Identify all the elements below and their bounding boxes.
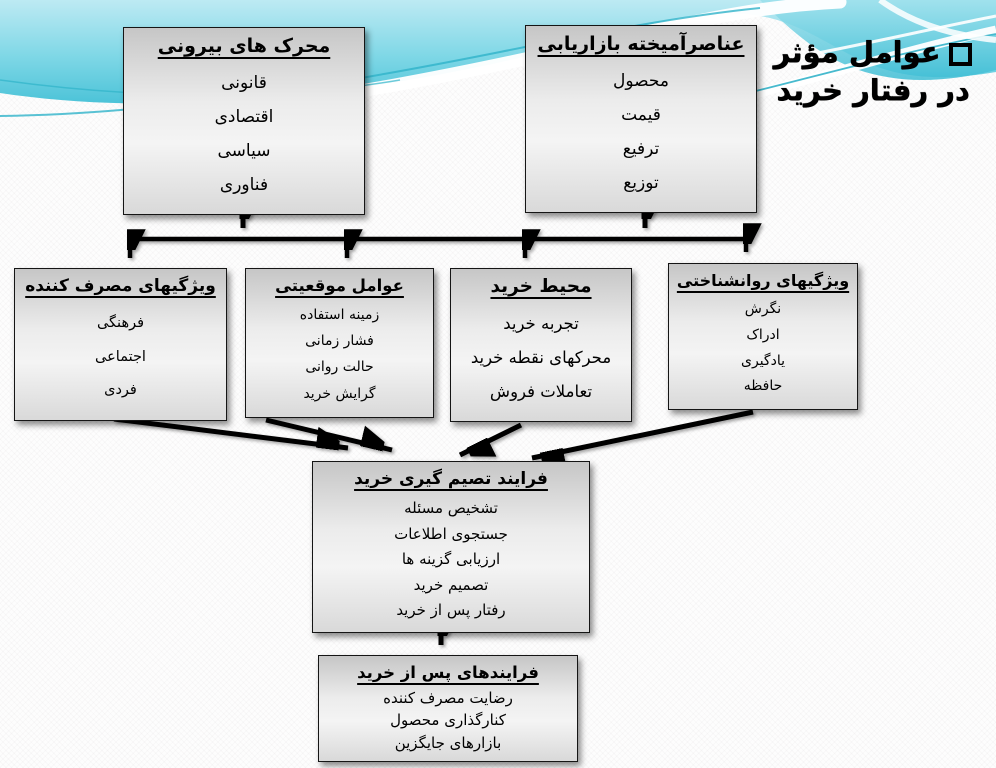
node-item: کنارگذاری محصول (390, 711, 506, 730)
node-situational-factors (245, 268, 434, 418)
node-item: توزیع (623, 172, 659, 193)
node-title: ویژگیهای مصرف کننده (25, 276, 216, 296)
node-item: جستجوی اطلاعات (394, 524, 508, 543)
node-item-list (323, 685, 573, 756)
node-item: رفتار پس از خرید (396, 601, 506, 620)
node-item-list (455, 300, 627, 416)
node-external-stimuli (123, 27, 365, 215)
node-item: حافظه (743, 378, 783, 395)
node-item: یادگیری (741, 352, 785, 369)
node-item: تجربه خرید (503, 313, 579, 333)
node-consumer-characteristics (14, 268, 227, 421)
node-item-list (19, 299, 222, 415)
node-title: عناصرآمیخته بازاریابی (537, 33, 745, 55)
node-item: بازارهای جایگزین (394, 733, 502, 752)
node-item: قانونی (221, 72, 267, 93)
node-item: نگرش (744, 301, 782, 318)
node-item-list (530, 58, 752, 207)
node-title: محرک های بیرونی (157, 35, 331, 57)
node-post-purchase (318, 655, 578, 762)
node-purchase-environment (450, 268, 632, 422)
node-item: فناوری (219, 174, 269, 195)
node-marketing-mix (525, 25, 757, 213)
node-title: فرایندهای پس از خرید (357, 663, 539, 682)
node-item: فرهنگی (96, 315, 145, 332)
slide-title-line1 (756, 33, 990, 71)
node-item-list (128, 60, 360, 209)
node-item: فشار زمانی (305, 333, 374, 350)
node-item: زمینه استفاده (299, 306, 380, 323)
node-item: تصمیم خرید (413, 575, 489, 594)
slide-title-line2 (756, 71, 990, 109)
node-psychological-characteristics (668, 263, 858, 410)
node-item: ترفیع (622, 138, 660, 159)
node-item: محرکهای نقطه خرید (470, 347, 612, 367)
node-decision-process (312, 461, 590, 633)
node-item: رضایت مصرف کننده (383, 688, 513, 707)
square-bullet-icon (949, 43, 972, 66)
node-item: تعاملات فروش (489, 381, 593, 401)
node-item: سیاسی (217, 140, 271, 161)
node-item: اجتماعی (95, 348, 146, 365)
node-item: قیمت (621, 104, 661, 125)
slide-title-text-2: در رفتار خرید (776, 73, 970, 108)
node-item-list (250, 298, 429, 412)
node-item: گرایش خرید (303, 385, 376, 402)
node-title: فرایند تصیم گیری خرید (354, 469, 548, 489)
node-item: محصول (613, 70, 669, 91)
node-item: اقتصادی (214, 106, 274, 127)
node-item: ادراک (746, 326, 780, 343)
node-item: فردی (104, 382, 137, 399)
node-item: حالت روانی (305, 359, 374, 376)
slide-title (756, 33, 990, 110)
node-item: تشخیص مسئله (404, 498, 498, 517)
node-title: محیط خرید (490, 276, 592, 297)
node-item-list (317, 492, 585, 627)
slide-title-text-1: عوامل مؤثر (773, 35, 941, 69)
node-title: عوامل موقعیتی (275, 276, 404, 295)
node-item-list (673, 293, 853, 404)
node-item: ارزیابی گزینه ها (401, 550, 501, 569)
node-title: ویژگیهای روانشناختی (676, 271, 850, 290)
